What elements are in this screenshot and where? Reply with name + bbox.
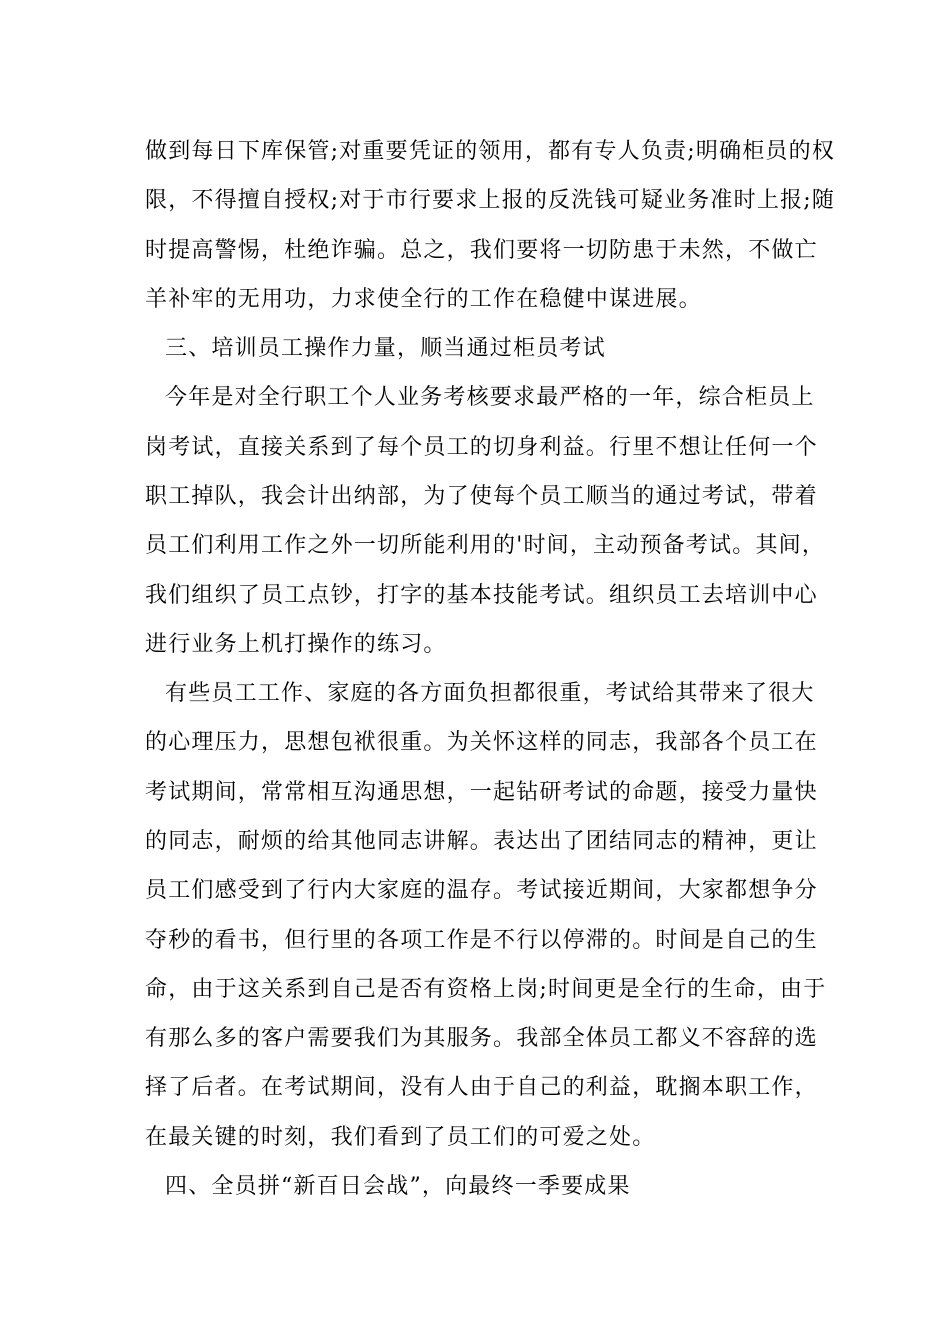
- body-text-line: 有那么多的客户需要我们为其服务。我部全体员工都义不容辞的选: [145, 1026, 818, 1051]
- body-text-line: 择了后者。在考试期间，没有人由于自己的利益，耽搁本职工作，: [145, 1075, 818, 1100]
- body-text-line: 今年是对全行职工个人业务考核要求最严格的一年，综合柜员上: [165, 385, 815, 410]
- body-text-line: 的心理压力，思想包袱很重。为关怀这样的同志，我部各个员工在: [145, 730, 818, 755]
- body-text-line: 职工掉队，我会计出纳部，为了使每个员工顺当的通过考试，带着: [145, 484, 818, 509]
- body-text-line: 考试期间，常常相互沟通思想，一起钻研考试的命题，接受力量快: [145, 780, 818, 805]
- body-text-line: 限，不得擅自授权;对于市行要求上报的反洗钱可疑业务准时上报;随: [145, 188, 836, 213]
- body-text-line: 的同志，耐烦的给其他同志讲解。表达出了团结同志的精神，更让: [145, 829, 818, 854]
- body-text-line: 做到每日下库保管;对重要凭证的领用，都有专人负责;明确柜员的权: [145, 139, 836, 164]
- body-text-line: 进行业务上机打操作的练习。: [145, 632, 447, 657]
- body-text-line: 我们组织了员工点钞，打字的基本技能考试。组织员工去培训中心: [145, 583, 818, 608]
- body-text-line: 夺秒的看书，但行里的各项工作是不行以停滞的。时间是自己的生: [145, 928, 818, 953]
- body-text-line: 命，由于这关系到自己是否有资格上岗;时间更是全行的生命，由于: [145, 977, 827, 1002]
- section-heading: 四、全员拼“新百日会战”，向最终一季要成果: [165, 1174, 631, 1199]
- body-text-line: 有些员工工作、家庭的各方面负担都很重，考试给其带来了很大: [165, 681, 815, 706]
- body-text-line: 员工们利用工作之外一切所能利用的'时间，主动预备考试。其间，: [145, 533, 826, 558]
- body-text-line: 时提高警惕，杜绝诈骗。总之，我们要将一切防患于未然，不做亡: [145, 238, 818, 263]
- body-text-line: 员工们感受到了行内大家庭的温存。考试接近期间，大家都想争分: [145, 878, 818, 903]
- section-heading: 三、培训员工操作力量，顺当通过柜员考试: [165, 336, 606, 361]
- body-text-line: 羊补牢的无用功，力求使全行的工作在稳健中谋进展。: [145, 287, 702, 312]
- body-text-line: 岗考试，直接关系到了每个员工的切身利益。行里不想让任何一个: [145, 435, 818, 460]
- body-text-line: 在最关键的时刻，我们看到了员工们的可爱之处。: [145, 1125, 656, 1150]
